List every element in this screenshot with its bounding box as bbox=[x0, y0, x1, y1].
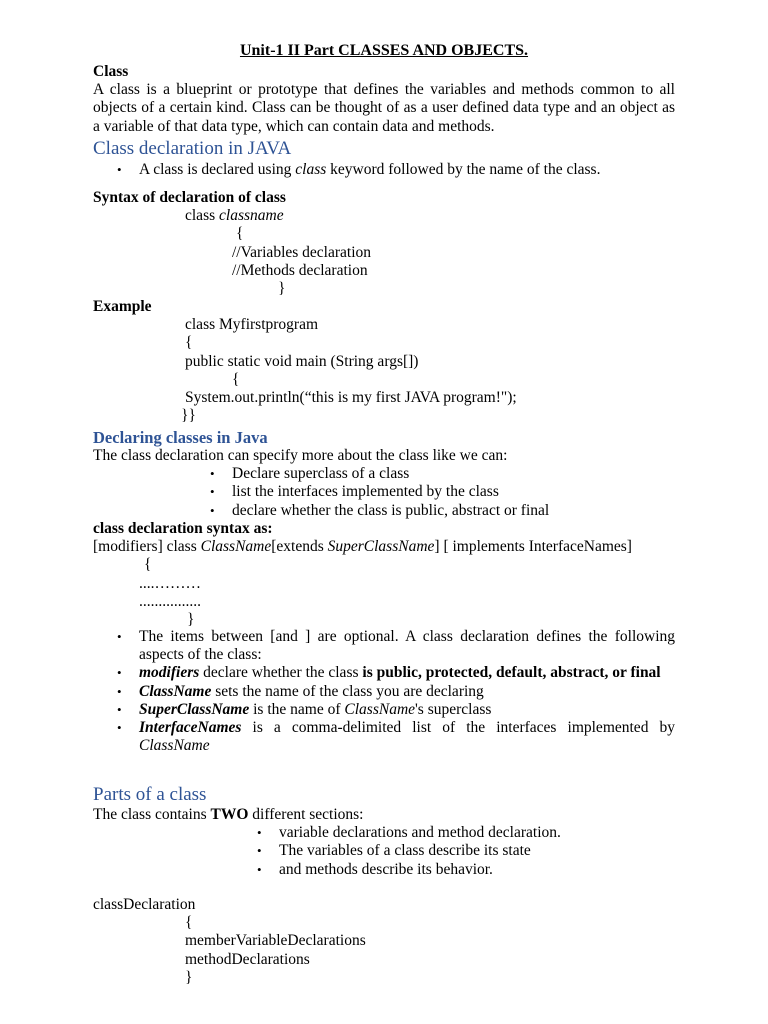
class-declaration-list bbox=[139, 161, 675, 179]
list-item: • and methods describe its behavior. bbox=[279, 861, 675, 879]
list-item: • variable declarations and method declaration. bbox=[279, 824, 675, 842]
code-line: memberVariableDeclarations bbox=[185, 932, 366, 950]
syntax-section bbox=[93, 189, 675, 298]
declaration-dots: ....……… bbox=[139, 574, 201, 592]
syntax-line: class classname bbox=[185, 207, 284, 225]
declaration-dots: ................ bbox=[139, 592, 201, 610]
example-line: { bbox=[232, 370, 240, 388]
syntax-open-brace: { bbox=[236, 225, 244, 243]
declaration-syntax-line: [modifiers] class ClassName[extends SuperClassName] [ implements InterfaceNames] bbox=[93, 538, 632, 556]
code-line: } bbox=[185, 968, 193, 986]
declaring-heading: Declaring classes in Java bbox=[93, 428, 268, 447]
class-declaration-heading: Class declaration in JAVA bbox=[93, 138, 292, 159]
declaring-intro: The class declaration can specify more about the class like we can: bbox=[93, 447, 508, 464]
list-item: • list the interfaces implemented by the class bbox=[232, 483, 675, 501]
declaration-open-brace: { bbox=[144, 556, 152, 574]
syntax-close-brace: } bbox=[278, 280, 286, 298]
parts-list bbox=[279, 824, 675, 879]
list-item: • modifiers declare whether the class is public, protected, default, abstract, or final bbox=[139, 664, 675, 682]
syntax-heading: Syntax of declaration of class bbox=[93, 189, 286, 206]
example-line: { bbox=[185, 334, 193, 352]
declaring-section bbox=[93, 428, 675, 520]
class-declaration-block bbox=[93, 896, 675, 987]
example-line: System.out.println(“this is my first JAVA program!"); bbox=[185, 389, 517, 407]
example-heading: Example bbox=[93, 298, 152, 315]
code-line: classDeclaration bbox=[93, 896, 196, 913]
example-line: class Myfirstprogram bbox=[185, 316, 319, 334]
class-heading: Class bbox=[93, 63, 129, 80]
declaring-list bbox=[232, 465, 675, 520]
parts-intro: The class contains TWO different sections: bbox=[93, 806, 364, 823]
example-line: public static void main (String args[]) bbox=[185, 352, 419, 370]
syntax-methods: //Methods declaration bbox=[232, 261, 368, 279]
declaration-syntax-section bbox=[93, 520, 675, 629]
code-line: { bbox=[185, 914, 193, 932]
class-body: A class is a blueprint or prototype that defines the variables and methods common to all objects of a certain kind. Class can be thought of as a user defined data type and an object as a variable of that data type, which can contain data and methods. bbox=[93, 81, 675, 135]
declaration-close-brace: } bbox=[187, 611, 195, 629]
list-item: • A class is declared using class keyword followed by the name of the class. bbox=[139, 161, 675, 179]
example-line: }} bbox=[181, 407, 196, 425]
list-item: • Declare superclass of a class bbox=[232, 465, 675, 483]
document-title: Unit-1 II Part CLASSES AND OBJECTS. bbox=[239, 42, 529, 59]
aspects-section bbox=[93, 628, 675, 755]
list-item: • InterfaceNames is a comma-delimited list of the interfaces implemented by ClassName bbox=[139, 719, 675, 755]
class-declaration-section bbox=[93, 138, 675, 179]
list-item: • The items between [and ] are optional. A class declaration defines the following aspects of the class: bbox=[139, 628, 675, 664]
list-item: • The variables of a class describe its state bbox=[279, 842, 675, 860]
list-item: • declare whether the class is public, abstract or final bbox=[232, 502, 675, 520]
parts-heading: Parts of a class bbox=[93, 784, 207, 805]
declaration-syntax-heading: class declaration syntax as: bbox=[93, 520, 273, 537]
example-section bbox=[93, 298, 675, 425]
list-item: • SuperClassName is the name of ClassName's superclass bbox=[139, 701, 675, 719]
list-item: • ClassName sets the name of the class you are declaring bbox=[139, 683, 675, 701]
code-line: methodDeclarations bbox=[185, 950, 310, 968]
parts-section bbox=[93, 784, 675, 879]
syntax-variables: //Variables declaration bbox=[232, 243, 372, 261]
aspects-list bbox=[139, 628, 675, 755]
class-section bbox=[93, 63, 675, 136]
